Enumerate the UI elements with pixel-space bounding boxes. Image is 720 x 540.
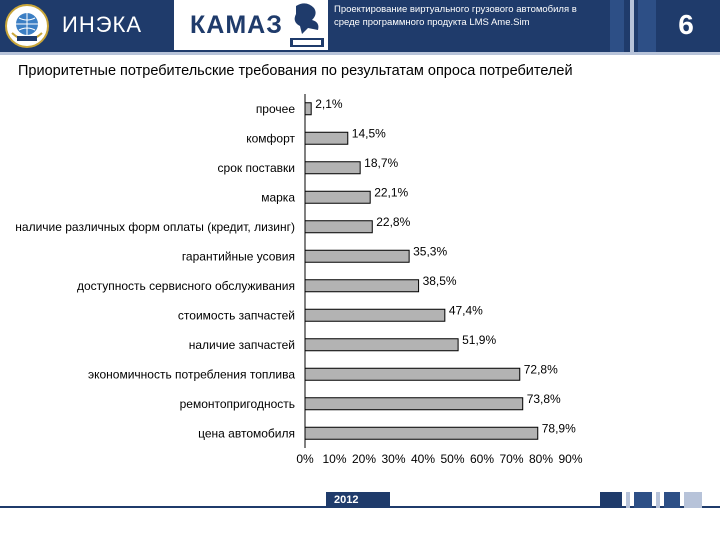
data-label: 78,9%	[541, 421, 576, 436]
x-tick-label: 10%	[322, 452, 347, 466]
x-tick-label: 30%	[381, 452, 406, 466]
brand-kamaz: КАМАЗ	[190, 11, 283, 39]
category-label: марка	[261, 190, 295, 205]
bar	[305, 398, 523, 410]
bar	[305, 368, 520, 380]
kamaz-brand-box	[174, 0, 328, 50]
data-label: 47,4%	[448, 303, 483, 318]
data-label: 35,3%	[413, 244, 448, 259]
data-label: 73,8%	[526, 391, 561, 406]
data-label: 22,1%	[374, 185, 409, 200]
x-tick-label: 50%	[440, 452, 465, 466]
category-label: прочее	[255, 101, 295, 116]
x-tick-label: 20%	[351, 452, 377, 466]
data-label: 22,8%	[376, 214, 411, 229]
x-tick-label: 40%	[410, 452, 436, 466]
footer-year: 2012	[326, 492, 390, 508]
bar	[305, 221, 372, 233]
data-label: 38,5%	[422, 273, 457, 288]
category-label: доступность сервисного обслуживания	[76, 278, 295, 293]
x-tick-label: 0%	[296, 452, 314, 466]
bar	[305, 250, 409, 262]
category-label: срок поставки	[217, 160, 295, 175]
x-tick-label: 60%	[469, 452, 495, 466]
bar	[305, 103, 311, 115]
data-label: 2,1%	[315, 96, 343, 111]
inek-emblem-icon	[4, 3, 50, 49]
x-tick-label: 70%	[499, 452, 524, 466]
data-label: 51,9%	[462, 332, 497, 347]
data-label: 72,8%	[523, 362, 558, 377]
data-label: 14,5%	[351, 126, 386, 141]
bar	[305, 309, 445, 321]
category-label: комфорт	[246, 131, 295, 146]
bar	[305, 280, 419, 292]
slide-number: 6	[678, 9, 694, 40]
slide-title: Приоритетные потребительские требования по результатам опроса потребителей	[18, 63, 573, 79]
bar	[305, 339, 458, 351]
bar	[305, 162, 360, 174]
bar	[305, 427, 538, 439]
category-label: гарантийные усовия	[181, 249, 295, 264]
project-title: Проектирование виртуального грузового автомобиля в среде программного продукта LMS Ame.Sim	[334, 4, 577, 28]
category-label: ремонтопригодность	[179, 396, 295, 411]
bar-chart	[0, 88, 720, 488]
bar	[305, 191, 370, 203]
brand-inek: ИНЭКА	[62, 12, 143, 37]
category-label: наличие запчастей	[188, 337, 295, 352]
header-stripes	[604, 0, 664, 52]
kamaz-horse-icon	[284, 0, 328, 50]
category-label: стоимость запчастей	[177, 308, 295, 323]
header-bar	[0, 0, 720, 52]
footer-stripes	[600, 492, 710, 508]
category-label: экономичность потребления топлива	[87, 367, 295, 382]
header-divider	[0, 52, 720, 55]
category-label: наличие различных форм оплаты (кредит, лизинг)	[15, 219, 295, 234]
x-tick-label: 80%	[528, 452, 554, 466]
bar	[305, 132, 348, 144]
x-tick-label: 90%	[558, 452, 583, 466]
category-label: цена автомобиля	[198, 426, 295, 441]
data-label: 18,7%	[364, 155, 399, 170]
